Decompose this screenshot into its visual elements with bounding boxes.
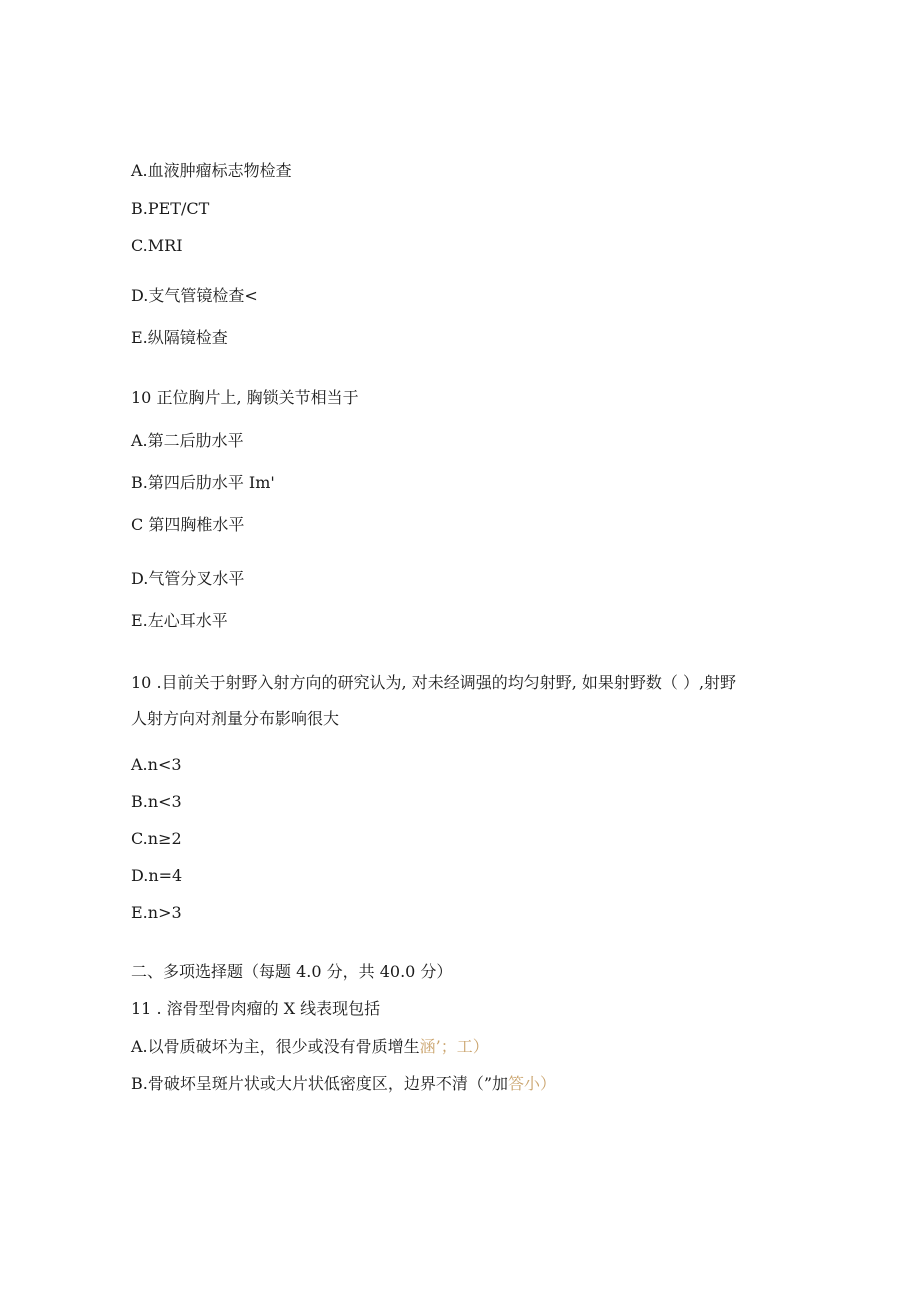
q11-option-b-text: B.骨破坏呈斑片状或大片状低密度区，边界不清（”加: [131, 1074, 509, 1093]
q11-question: 11 . 溶骨型骨肉瘤的 X 线表现包括: [131, 999, 381, 1018]
q11-option-a: [131, 1037, 489, 1057]
q10a-question: 10 正位胸片上, 胸锁关节相当于: [131, 388, 359, 407]
q9-option-e: E.纵隔镜检查: [131, 328, 228, 347]
q10b-option-a: A.n<3: [131, 755, 182, 774]
q10b-option-d: D.n=4: [131, 866, 183, 885]
q11-option-b-faded: 答小）: [508, 1074, 557, 1093]
q10b-question-line2: 人射方向对剂量分布影响很大: [131, 709, 340, 728]
q10b-option-b: B.n<3: [131, 792, 182, 811]
q10a-option-d: D.气管分叉水平: [131, 569, 245, 588]
q11-option-a-text: A.以骨质破坏为主，很少或没有骨质增生: [131, 1037, 420, 1056]
q10b-option-c: C.n≥2: [131, 829, 182, 848]
section-heading: 二、多项选择题（每题 4.0 分，共 40.0 分）: [131, 962, 453, 981]
q10a-option-b: B.第四后肋水平 Im': [131, 473, 275, 492]
q9-option-c: C.MRI: [131, 236, 183, 255]
q10a-option-e: E.左心耳水平: [131, 611, 228, 630]
q10a-option-a: A.第二后肋水平: [131, 431, 244, 450]
q11-option-b: [131, 1074, 556, 1094]
q9-option-d: D.支气管镜检查<: [131, 286, 258, 305]
q10b-question-line1: 10 .目前关于射野入射方向的研究认为, 对未经调强的均匀射野, 如果射野数（ ）,射野: [131, 673, 737, 692]
q10a-option-c: C 第四胸椎水平: [131, 515, 245, 534]
q9-option-a: A.血液肿瘤标志物检查: [131, 161, 292, 180]
q10b-option-e: E.n>3: [131, 903, 182, 922]
q11-option-a-faded: 涵’；工）: [419, 1037, 489, 1056]
q9-option-b: B.PET/CT: [131, 199, 210, 218]
